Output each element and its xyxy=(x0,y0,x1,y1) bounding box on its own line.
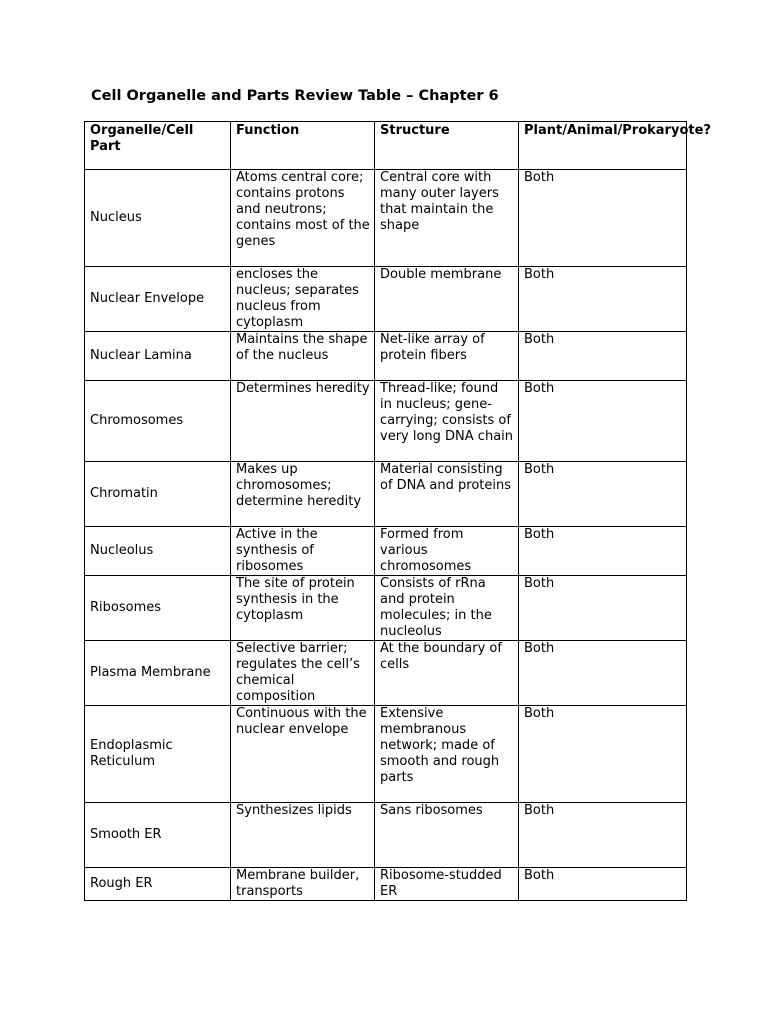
header-organelle: Organelle/Cell Part xyxy=(85,122,231,170)
table-row xyxy=(85,868,687,901)
cell-type: Both xyxy=(519,803,687,868)
cell-structure: At the boundary of cells xyxy=(375,641,519,706)
cell-type: Both xyxy=(519,170,687,267)
cell-structure: Central core with many outer layers that maintain the shape xyxy=(375,170,519,267)
cell-structure: Net-like array of protein fibers xyxy=(375,332,519,381)
cell-function: Atoms central core; contains protons and neutrons; contains most of the genes xyxy=(231,170,375,267)
cell-function: Maintains the shape of the nucleus xyxy=(231,332,375,381)
cell-part: Plasma Membrane xyxy=(85,641,231,706)
header-structure: Structure xyxy=(375,122,519,170)
table-row xyxy=(85,527,687,576)
cell-part: Endoplasmic Reticulum xyxy=(85,706,231,803)
cell-part: Nucleolus xyxy=(85,527,231,576)
header-type: Plant/Animal/Prokaryote? xyxy=(519,122,687,170)
cell-function: Continuous with the nuclear envelope xyxy=(231,706,375,803)
table-row xyxy=(85,332,687,381)
table-header-row xyxy=(85,122,687,170)
cell-function: Membrane builder, transports xyxy=(231,868,375,901)
cell-part: Ribosomes xyxy=(85,576,231,641)
cell-type: Both xyxy=(519,527,687,576)
cell-structure: Sans ribosomes xyxy=(375,803,519,868)
document-title: Cell Organelle and Parts Review Table – Chapter 6 xyxy=(91,88,499,104)
table-row xyxy=(85,706,687,803)
cell-structure: Thread-like; found in nucleus; gene-carrying; consists of very long DNA chain xyxy=(375,381,519,462)
header-function: Function xyxy=(231,122,375,170)
cell-type: Both xyxy=(519,462,687,527)
cell-function: Selective barrier; regulates the cell’s chemical composition xyxy=(231,641,375,706)
table-row xyxy=(85,267,687,332)
review-table xyxy=(84,121,711,901)
table-row xyxy=(85,170,687,267)
cell-type: Both xyxy=(519,381,687,462)
table-row xyxy=(85,641,687,706)
table-row xyxy=(85,576,687,641)
cell-function: Active in the synthesis of ribosomes xyxy=(231,527,375,576)
cell-function: encloses the nucleus; separates nucleus from cytoplasm xyxy=(231,267,375,332)
cell-structure: Ribosome-studded ER xyxy=(375,868,519,901)
cell-type: Both xyxy=(519,868,687,901)
cell-part: Nuclear Lamina xyxy=(85,332,231,381)
cell-part: Nuclear Envelope xyxy=(85,267,231,332)
cell-structure: Material consisting of DNA and proteins xyxy=(375,462,519,527)
cell-part: Nucleus xyxy=(85,170,231,267)
cell-type: Both xyxy=(519,332,687,381)
cell-structure: Formed from various chromosomes xyxy=(375,527,519,576)
cell-part: Chromatin xyxy=(85,462,231,527)
cell-structure: Double membrane xyxy=(375,267,519,332)
cell-part: Chromosomes xyxy=(85,381,231,462)
table-row xyxy=(85,462,687,527)
cell-function: Determines heredity xyxy=(231,381,375,462)
cell-type: Both xyxy=(519,641,687,706)
table-row xyxy=(85,803,687,868)
cell-structure: Extensive membranous network; made of smooth and rough parts xyxy=(375,706,519,803)
cell-function: Makes up chromosomes; determine heredity xyxy=(231,462,375,527)
cell-type: Both xyxy=(519,267,687,332)
cell-part: Smooth ER xyxy=(85,803,231,868)
cell-function: The site of protein synthesis in the cytoplasm xyxy=(231,576,375,641)
cell-type: Both xyxy=(519,706,687,803)
cell-structure: Consists of rRna and protein molecules; in the nucleolus xyxy=(375,576,519,641)
table-row xyxy=(85,381,687,462)
cell-function: Synthesizes lipids xyxy=(231,803,375,868)
cell-part: Rough ER xyxy=(85,868,231,901)
cell-type: Both xyxy=(519,576,687,641)
